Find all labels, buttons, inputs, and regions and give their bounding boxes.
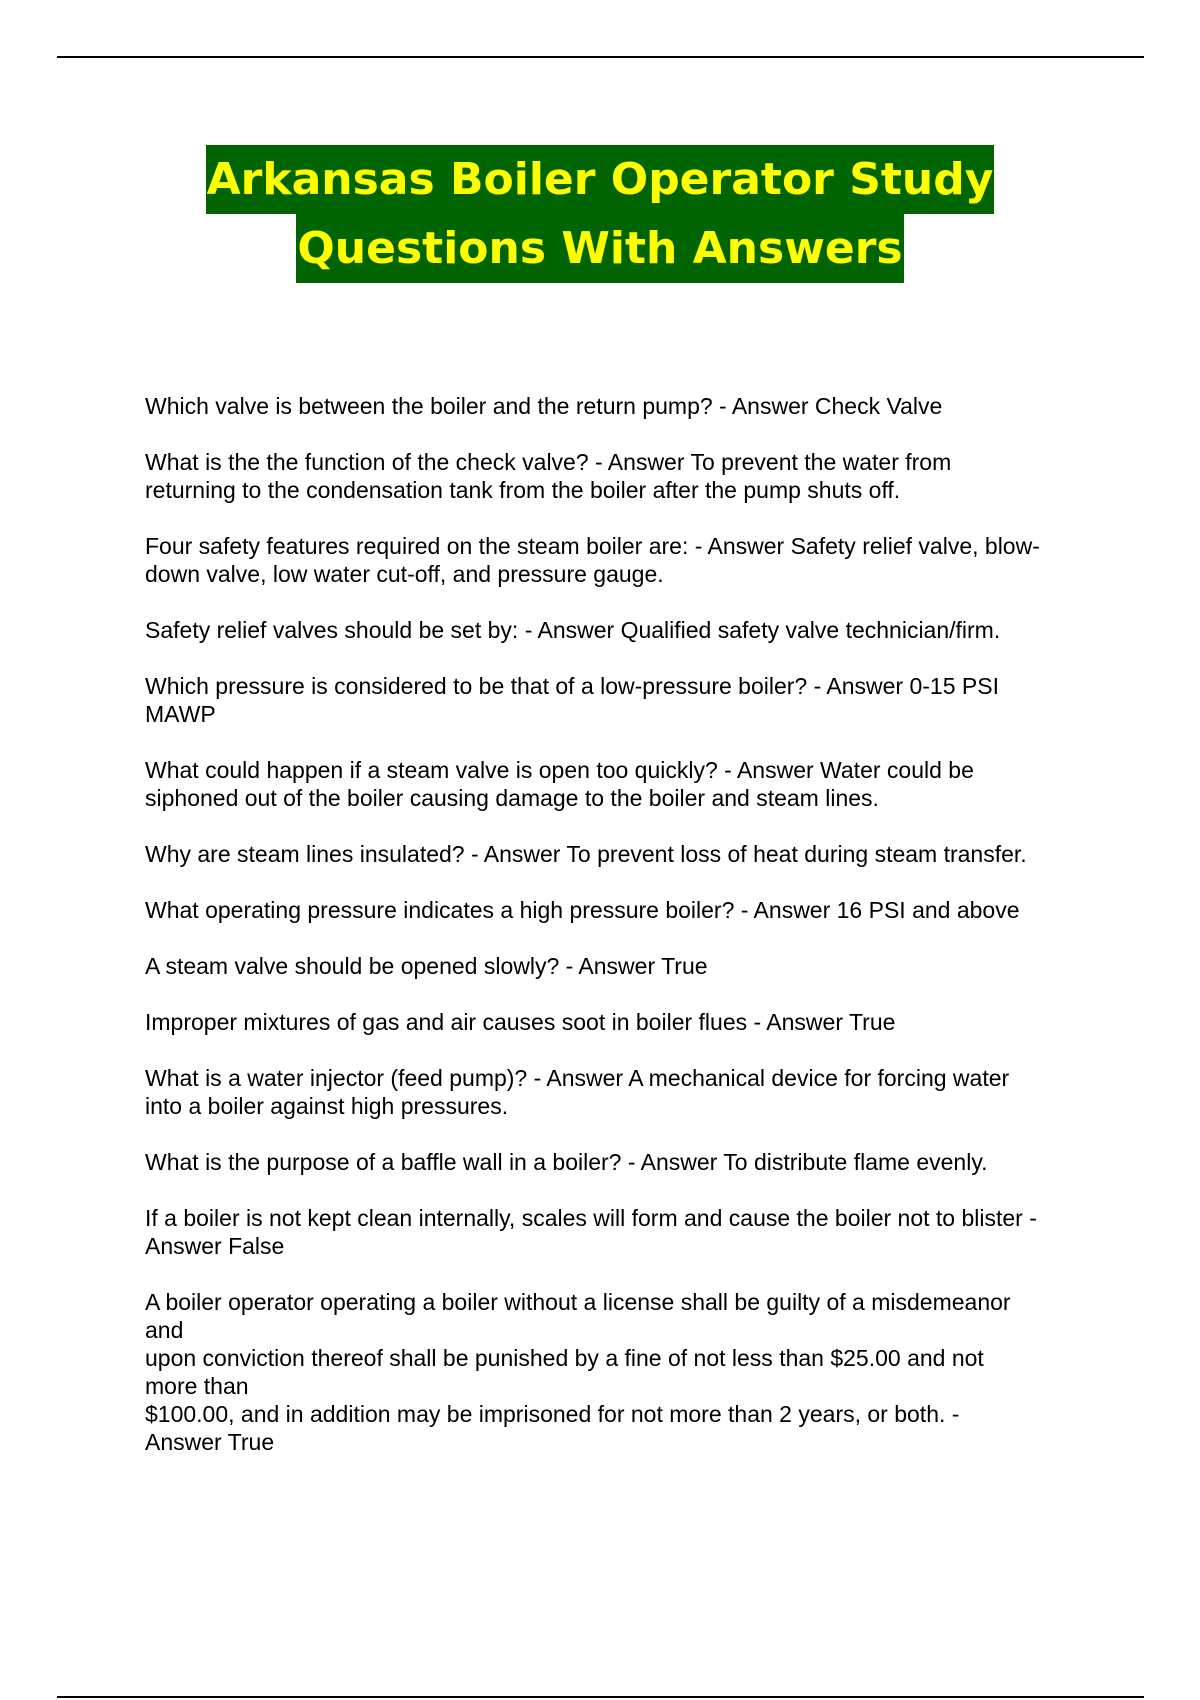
- qa-item: [145, 1008, 1095, 1036]
- qa-line: If a boiler is not kept clean internally, scales will form and cause the boiler not to blister -: [145, 1205, 1037, 1231]
- qa-line: upon conviction thereof shall be punished by a fine of not less than $25.00 and not: [145, 1345, 984, 1371]
- qa-line: A steam valve should be opened slowly? - Answer True: [145, 953, 708, 979]
- qa-line: more than: [145, 1373, 249, 1399]
- qa-line: What could happen if a steam valve is open too quickly? - Answer Water could be: [145, 757, 974, 783]
- qa-item: [145, 840, 1095, 868]
- qa-line: Which pressure is considered to be that of a low-pressure boiler? - Answer 0-15 PSI: [145, 673, 999, 699]
- qa-line: A boiler operator operating a boiler without a license shall be guilty of a misdemeanor: [145, 1289, 1011, 1315]
- document-title: [0, 145, 1200, 283]
- title-line-2: Questions With Answers: [296, 214, 903, 283]
- qa-item: [145, 616, 1095, 644]
- qa-item: [145, 392, 1095, 420]
- qa-item: [145, 1064, 1095, 1120]
- qa-item: [145, 448, 1095, 504]
- qa-line: Four safety features required on the steam boiler are: - Answer Safety relief valve, blow-: [145, 533, 1040, 559]
- top-rule: [57, 56, 1144, 58]
- qa-line: $100.00, and in addition may be imprisoned for not more than 2 years, or both. -: [145, 1401, 960, 1427]
- qa-line: Safety relief valves should be set by: - Answer Qualified safety valve technician/firm.: [145, 617, 1001, 643]
- qa-line: Improper mixtures of gas and air causes soot in boiler flues - Answer True: [145, 1009, 896, 1035]
- qa-item: [145, 1288, 1095, 1456]
- qa-line: Which valve is between the boiler and the return pump? - Answer Check Valve: [145, 393, 943, 419]
- bottom-rule: [57, 1696, 1144, 1698]
- qa-item: [145, 532, 1095, 588]
- qa-item: [145, 756, 1095, 812]
- qa-line: and: [145, 1317, 184, 1343]
- qa-line: What is the the function of the check valve? - Answer To prevent the water from: [145, 449, 952, 475]
- qa-line: What is a water injector (feed pump)? - Answer A mechanical device for forcing water: [145, 1065, 1010, 1091]
- qa-list: [145, 392, 1095, 1484]
- title-line-1: Arkansas Boiler Operator Study: [206, 145, 995, 214]
- qa-line: Why are steam lines insulated? - Answer To prevent loss of heat during steam transfer.: [145, 841, 1027, 867]
- qa-item: [145, 952, 1095, 980]
- qa-item: [145, 1204, 1095, 1260]
- qa-line: down valve, low water cut-off, and pressure gauge.: [145, 561, 664, 587]
- qa-line: MAWP: [145, 701, 216, 727]
- qa-line: Answer False: [145, 1233, 285, 1259]
- qa-item: [145, 1148, 1095, 1176]
- qa-line: returning to the condensation tank from the boiler after the pump shuts off.: [145, 477, 901, 503]
- qa-item: [145, 672, 1095, 728]
- qa-line: siphoned out of the boiler causing damage to the boiler and steam lines.: [145, 785, 879, 811]
- qa-line: Answer True: [145, 1429, 275, 1455]
- qa-line: What operating pressure indicates a high pressure boiler? - Answer 16 PSI and above: [145, 897, 1020, 923]
- qa-item: [145, 896, 1095, 924]
- qa-line: What is the purpose of a baffle wall in a boiler? - Answer To distribute flame evenly.: [145, 1149, 988, 1175]
- qa-line: into a boiler against high pressures.: [145, 1093, 509, 1119]
